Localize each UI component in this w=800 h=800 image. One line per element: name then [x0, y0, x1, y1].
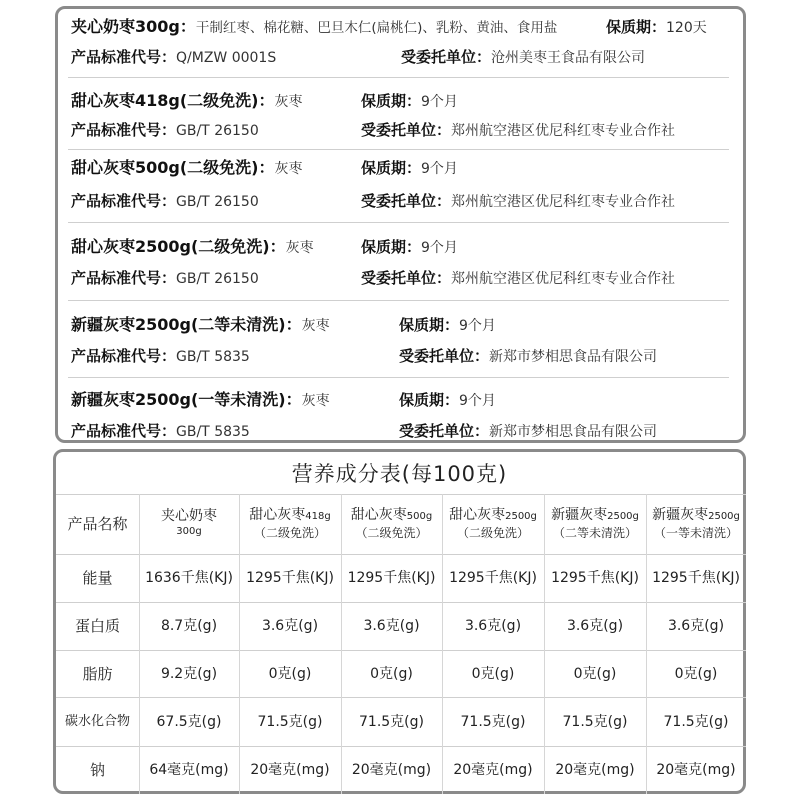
nutrition-table-title: 营养成分表(每100克) — [291, 462, 508, 486]
table-column-header — [544, 494, 646, 554]
shelf-life-value: 9个月 — [459, 393, 496, 409]
table-cell: 9.2克(g) — [160, 665, 218, 682]
table-cell: 1295千焦(KJ) — [551, 570, 639, 586]
table-row-label: 能量 — [82, 569, 113, 587]
entrusted-unit-label: 受委托单位： — [399, 347, 490, 365]
shelf-life-label: 保质期： — [361, 92, 422, 110]
shelf-life-value: 9个月 — [421, 240, 458, 256]
entrusted-unit-value: 郑州航空港区优尼科红枣专业合作社 — [451, 271, 676, 287]
product-ingredients: 灰枣 — [301, 318, 330, 334]
shelf-life-value: 9个月 — [421, 161, 458, 177]
product-name: 新疆灰枣2500g(二等未清洗)： — [71, 315, 302, 334]
table-cell: 67.5克(g) — [156, 713, 222, 730]
column-header-main: 甜心灰枣 — [350, 507, 407, 523]
column-header-product — [449, 507, 537, 525]
standard-code-label: 产品标准代号： — [71, 121, 177, 139]
table-column-header — [341, 494, 442, 554]
table-cell: 71.5克(g) — [257, 713, 323, 730]
table-cell: 3.6克(g) — [464, 618, 522, 634]
shelf-life-label: 保质期： — [399, 391, 460, 409]
table-cell: 1295千焦(KJ) — [449, 570, 537, 586]
column-header-sub: （一等未清洗） — [653, 526, 738, 540]
column-header-weight: 500g — [406, 511, 433, 522]
table-cell: 71.5克(g) — [359, 713, 424, 730]
divider — [68, 77, 729, 78]
entrusted-unit-value: 沧州美枣王食品有限公司 — [491, 50, 646, 66]
product-name: 夹心奶枣300g： — [71, 17, 196, 36]
entrusted-unit-label: 受委托单位： — [361, 192, 452, 210]
column-header-main: 新疆灰枣 — [551, 507, 608, 523]
product-info-panel — [55, 6, 746, 443]
table-cell: 71.5克(g) — [562, 713, 628, 730]
product-name: 甜心灰枣2500g(二级免洗)： — [71, 237, 286, 256]
shelf-life-value: 9个月 — [459, 318, 496, 334]
table-cell: 0克(g) — [573, 665, 617, 682]
table-cell: 64毫克(mg) — [149, 762, 229, 778]
column-header-product — [351, 507, 432, 525]
column-header-weight: 418g — [305, 511, 331, 522]
standard-code-label: 产品标准代号： — [71, 192, 177, 210]
standard-code-value: GB/T 26150 — [176, 271, 259, 287]
standard-code-label: 产品标准代号： — [71, 347, 177, 365]
standard-code-value: GB/T 5835 — [176, 424, 250, 440]
column-header-product — [161, 508, 217, 524]
entrusted-unit-label: 受委托单位： — [361, 121, 452, 139]
entrusted-unit-value: 郑州航空港区优尼科红枣专业合作社 — [451, 194, 676, 210]
divider — [68, 377, 729, 378]
column-header-sub: （二等未清洗） — [552, 526, 637, 540]
table-header-product-name: 产品名称 — [67, 515, 128, 533]
shelf-life-label: 保质期： — [399, 316, 460, 334]
column-header-main: 新疆灰枣 — [652, 507, 709, 523]
standard-code-value: GB/T 26150 — [176, 194, 259, 210]
entrusted-unit-value: 新郑市梦相思食品有限公司 — [489, 424, 658, 440]
column-header-weight: 2500g — [708, 511, 740, 522]
column-header-main: 甜心灰枣 — [249, 507, 306, 523]
product-ingredients: 灰枣 — [301, 393, 330, 409]
table-cell: 0克(g) — [674, 665, 718, 682]
product-name: 新疆灰枣2500g(一等未清洗)： — [71, 390, 302, 409]
column-header-sub: （二级免洗） — [253, 526, 326, 540]
shelf-life-label: 保质期： — [606, 18, 667, 36]
product-name: 甜心灰枣500g(二级免洗)： — [71, 158, 275, 177]
table-cell: 1295千焦(KJ) — [347, 570, 436, 586]
table-cell: 0克(g) — [370, 665, 413, 682]
table-column-header — [139, 494, 239, 554]
table-cell: 3.6克(g) — [667, 618, 725, 634]
shelf-life-label: 保质期： — [361, 159, 422, 177]
table-cell: 71.5克(g) — [663, 713, 729, 730]
shelf-life-value: 9个月 — [421, 94, 458, 110]
product-name: 甜心灰枣418g(二级免洗)： — [71, 91, 275, 110]
table-cell: 20毫克(mg) — [250, 762, 330, 778]
standard-code-label: 产品标准代号： — [71, 422, 177, 440]
column-header-weight: 2500g — [607, 511, 639, 522]
column-header-main: 夹心奶枣 — [161, 508, 217, 524]
standard-code-value: GB/T 5835 — [176, 349, 250, 365]
table-column-header — [239, 494, 341, 554]
table-column-header — [442, 494, 544, 554]
table-row-label: 蛋白质 — [74, 617, 120, 635]
divider — [68, 300, 729, 301]
table-cell: 1295千焦(KJ) — [246, 570, 334, 586]
entrusted-unit-label: 受委托单位： — [401, 48, 492, 66]
standard-code-value: Q/MZW 0001S — [176, 50, 277, 66]
table-cell: 20毫克(mg) — [351, 762, 432, 778]
product-ingredients: 灰枣 — [274, 161, 303, 177]
entrusted-unit-value: 郑州航空港区优尼科红枣专业合作社 — [451, 123, 676, 139]
column-header-weight: 2500g — [505, 511, 537, 522]
standard-code-label: 产品标准代号： — [71, 48, 177, 66]
product-ingredients: 干制红枣、棉花糖、巴旦木仁(扁桃仁)、乳粉、黄油、食用盐 — [195, 20, 558, 36]
standard-code-value: GB/T 26150 — [176, 123, 259, 139]
column-header-product — [551, 507, 639, 525]
product-ingredients: 灰枣 — [274, 94, 303, 110]
table-column-header — [646, 494, 746, 554]
table-cell: 0克(g) — [471, 665, 515, 682]
column-header-sub: 300g — [176, 526, 202, 537]
table-cell: 20毫克(mg) — [656, 762, 736, 778]
column-header-product — [249, 507, 330, 525]
table-cell: 1295千焦(KJ) — [652, 570, 740, 586]
entrusted-unit-label: 受委托单位： — [361, 269, 452, 287]
column-header-sub: （二级免洗） — [355, 526, 428, 540]
entrusted-unit-value: 新郑市梦相思食品有限公司 — [489, 349, 658, 365]
shelf-life-value: 120天 — [666, 20, 707, 36]
table-cell: 71.5克(g) — [460, 713, 526, 730]
table-cell: 8.7克(g) — [160, 618, 218, 634]
table-cell: 0克(g) — [268, 665, 312, 682]
standard-code-label: 产品标准代号： — [71, 269, 177, 287]
column-header-product — [652, 507, 740, 525]
product-ingredients: 灰枣 — [285, 240, 314, 256]
table-cell: 20毫克(mg) — [555, 762, 635, 778]
divider — [68, 222, 729, 223]
table-cell: 20毫克(mg) — [453, 762, 533, 778]
table-cell: 3.6克(g) — [261, 618, 319, 634]
column-header-sub: （二级免洗） — [456, 526, 529, 540]
table-cell: 3.6克(g) — [566, 618, 624, 634]
table-cell: 3.6克(g) — [363, 618, 420, 634]
table-row-label: 钠 — [89, 761, 105, 779]
table-row-label: 脂肪 — [82, 664, 113, 683]
nutrition-table-panel — [53, 449, 746, 794]
column-header-main: 甜心灰枣 — [449, 507, 506, 523]
shelf-life-label: 保质期： — [361, 238, 422, 256]
entrusted-unit-label: 受委托单位： — [399, 422, 490, 440]
table-row-label: 碳水化合物 — [64, 713, 130, 729]
table-cell: 1636千焦(KJ) — [145, 570, 233, 586]
divider — [68, 149, 729, 150]
